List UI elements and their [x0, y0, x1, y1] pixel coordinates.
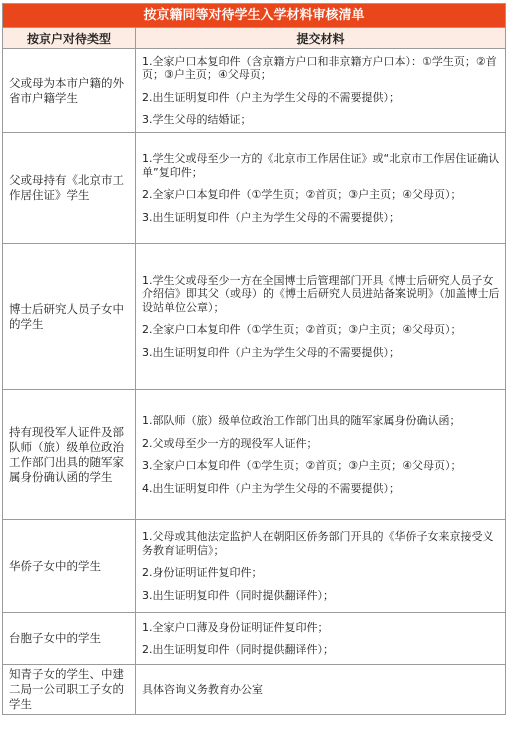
- table-row: [3, 613, 506, 665]
- materials-cell: [136, 665, 506, 715]
- header-type: 按京户对待类型: [3, 28, 136, 49]
- checklist-sheet: [2, 3, 506, 715]
- table-title: 按京籍同等对待学生入学材料审核清单: [2, 3, 506, 27]
- material-item: 3.出生证明复印件（户主为学生父母的不需要提供）；: [142, 345, 400, 359]
- materials-cell: [136, 390, 506, 520]
- material-item: 1.学生父或母至少一方的《北京市工作居住证》或“北京市工作居住证确认单”复印件；: [142, 152, 500, 179]
- material-item: 4.出生证明复印件（户主为学生父母的不需要提供）；: [142, 481, 400, 495]
- material-item: 3.学生父母的结婚证；: [142, 113, 252, 126]
- material-item: 2.父或母至少一方的现役军人证件；: [142, 436, 318, 450]
- material-item: 3.全家户口本复印件（①学生页；②首页；③户主页；④父母页）；: [142, 459, 462, 472]
- student-type-cell: 华侨子女中的学生: [3, 520, 136, 613]
- header-row: [3, 28, 506, 49]
- table-row: [3, 244, 506, 390]
- material-item: 2.身份证明证件复印件；: [142, 566, 263, 579]
- material-item: 2.全家户口本复印件（①学生页；②首页；③户主页；④父母页）；: [142, 323, 462, 337]
- material-item: 3.出生证明复印件（同时提供翻译件）；: [142, 588, 334, 602]
- materials-table: [2, 27, 506, 715]
- material-item: 1.全家户口薄及身份证明证件复印件；: [142, 620, 329, 634]
- material-item: 3.出生证明复印件（户主为学生父母的不需要提供）；: [142, 210, 400, 224]
- table-row: [3, 133, 506, 244]
- material-item: 2.全家户口本复印件（①学生页；②首页；③户主页；④父母页）；: [142, 188, 462, 201]
- material-item: 1.学生父或母至少一方在全国博士后管理部门开具《博士后研究人员子女介绍信》即其父（或母）的《博士后研究人员进站备案说明》（加盖博士后设站单位公章）；: [142, 273, 500, 314]
- student-type-cell: 父或母为本市户籍的外省市户籍学生: [3, 49, 136, 133]
- student-type-cell: 知青子女的学生、中建二局一公司职工子女的学生: [3, 665, 136, 715]
- table-row: [3, 49, 506, 133]
- table-row: [3, 665, 506, 715]
- material-item: 2.出生证明复印件（户主为学生父母的不需要提供）；: [142, 90, 400, 104]
- materials-cell: [136, 133, 506, 244]
- student-type-cell: 台胞子女中的学生: [3, 613, 136, 665]
- student-type-cell: 父或母持有《北京市工作居住证》学生: [3, 133, 136, 244]
- material-item: 具体咨询义务教育办公室: [142, 682, 263, 696]
- student-type-cell: 博士后研究人员子女中的学生: [3, 244, 136, 390]
- materials-cell: [136, 49, 506, 133]
- materials-cell: [136, 244, 506, 390]
- material-item: 1.部队师（旅）级单位政治工作部门出具的随军家属身份确认函；: [142, 414, 461, 427]
- table-row: [3, 390, 506, 520]
- material-item: 1.全家户口本复印件（含京籍方户口和非京籍方户口本）：①学生页；②首页；③户主页；④父母页；: [142, 54, 497, 81]
- material-item: 2.出生证明复印件（同时提供翻译件）；: [142, 643, 334, 656]
- materials-cell: [136, 520, 506, 613]
- header-materials: 提交材料: [136, 28, 506, 49]
- material-item: 1.父母或其他法定监护人在朝阳区侨务部门开具的《华侨子女来京接受义务教育证明信》；: [142, 530, 494, 557]
- student-type-cell: 持有现役军人证件及部队师（旅）级单位政治工作部门出具的随军家属身份确认函的学生: [3, 390, 136, 520]
- materials-cell: [136, 613, 506, 665]
- table-row: [3, 520, 506, 613]
